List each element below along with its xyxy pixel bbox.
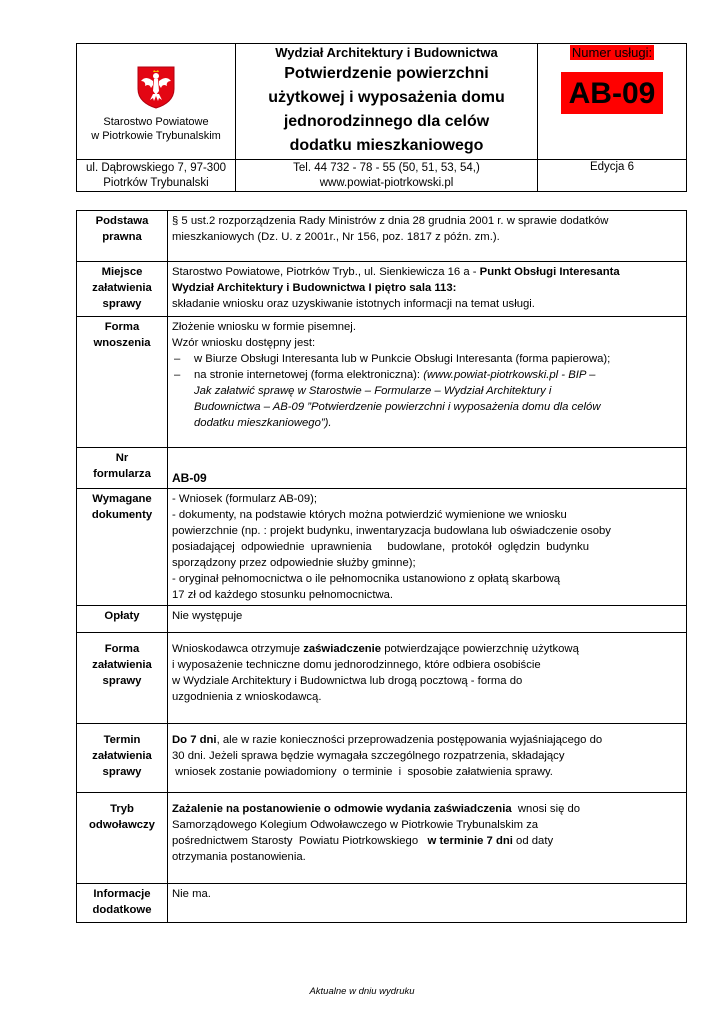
edition-cell <box>538 160 687 192</box>
text-line: wniosek zostanie powiadomiony o terminie i sposobie załatwienia sprawy. <box>172 766 553 778</box>
label-line: Podstawa <box>95 215 149 227</box>
value-additional-info: Nie ma. <box>168 884 687 923</box>
text-line: powierzchnie (np. : projekt budynku, inwentaryzacja budowlana lub oświadczenie osoby <box>172 525 611 537</box>
value-required-documents <box>168 489 687 606</box>
label-fees: Opłaty <box>77 606 168 633</box>
address-line1: ul. Dąbrowskiego 7, 97-300 <box>86 161 226 174</box>
row-required-documents <box>77 489 687 606</box>
bip-link-text[interactable]: (www.powiat-piotrkowski.pl - BIP – <box>423 369 596 381</box>
text-line <box>172 264 682 280</box>
text-line-bold: Wydział Architektury i Budownictwa I piętro sala 113: <box>172 282 457 294</box>
text-line <box>172 801 682 817</box>
text-fragment: Starostwo Powiatowe, Piotrków Tryb., ul. Sienkiewicza 16 a - <box>172 266 480 278</box>
value-appeal <box>168 793 687 884</box>
label-line: dodatkowe <box>92 904 152 916</box>
coat-of-arms-icon <box>136 65 176 109</box>
service-title-line4: dodatku mieszkaniowego <box>289 137 484 154</box>
office-cell <box>77 44 236 160</box>
address-cell <box>77 160 236 192</box>
list-item-text: na stronie internetowej (forma elektroniczna): <box>194 369 424 381</box>
text-fragment-bold: Zażalenie na postanowienie o odmowie wydania zaświadczenia <box>172 803 512 815</box>
text-line: - oryginał pełnomocnictwa o ile pełnomocnika ustanowiono z opłatą skarbową <box>172 573 561 585</box>
value-deadline <box>168 724 687 793</box>
label-line: Tryb <box>110 803 134 815</box>
text-line <box>172 732 682 748</box>
list-item-text: dodatku mieszkaniowego”). <box>194 417 332 429</box>
text-line: i wyposażenie techniczne domu jednorodzinnego, które odbiera osobiście <box>172 659 541 671</box>
label-line: sprawy <box>102 675 142 687</box>
label-line: Forma <box>104 321 140 333</box>
dash-bullet-icon: – <box>174 353 181 365</box>
label-additional-info <box>77 884 168 923</box>
label-line: sprawy <box>102 298 142 310</box>
service-details-table <box>76 210 687 923</box>
text-fragment: Wnioskodawca otrzymuje <box>172 643 304 655</box>
value-fees: Nie występuje <box>168 606 687 633</box>
text-line: Złożenie wniosku w formie pisemnej. <box>172 321 356 333</box>
service-code-cell <box>538 44 687 160</box>
list-item-text: w Biurze Obsługi Interesanta lub w Punkcie Obsługi Interesanta (forma papierowa); <box>194 353 611 365</box>
value-resolution-form <box>168 633 687 724</box>
title-cell <box>236 44 538 160</box>
label-line: sprawy <box>102 766 142 778</box>
header-table <box>76 43 687 192</box>
label-line: załatwienia <box>92 282 152 294</box>
office-name-line2: w Piotrkowie Trybunalskim <box>91 129 221 142</box>
service-title-line3: jednorodzinnego dla celów <box>283 113 490 130</box>
label-submission-form <box>77 317 168 448</box>
row-fees <box>77 606 687 633</box>
text-line: § 5 ust.2 rozporządzenia Rady Ministrów z dnia 28 grudnia 2001 r. w sprawie dodatków <box>172 215 609 227</box>
row-submission-form <box>77 317 687 448</box>
service-code-badge: AB-09 <box>561 72 664 114</box>
row-additional-info <box>77 884 687 923</box>
text-fragment: wnosi się do <box>511 803 581 815</box>
label-line: wnoszenia <box>93 337 151 349</box>
text-line: 17 zł od każdego stosunku pełnomocnictwa. <box>172 589 394 601</box>
row-form-number <box>77 448 687 489</box>
text-line: sporządzony przez odpowiednie służby gminne); <box>172 557 416 569</box>
text-fragment-bold: zaświadczenie <box>303 643 382 655</box>
label-line: Wymagane <box>92 493 152 505</box>
text-line: Samorządowego Kolegium Odwoławczego w Piotrkowie Trybunalskim za <box>172 819 539 831</box>
label-line: załatwienia <box>92 659 152 671</box>
text-line: 30 dni. Jeżeli sprawa będzie wymagała szczególnego rozpatrzenia, składający <box>172 750 565 762</box>
label-deadline <box>77 724 168 793</box>
value-place <box>168 262 687 317</box>
label-appeal <box>77 793 168 884</box>
service-title <box>236 62 537 158</box>
address-line2: Piotrków Trybunalski <box>103 176 209 189</box>
label-line: Termin <box>103 734 141 746</box>
service-title-line1: Potwierdzenie powierzchni <box>284 65 489 82</box>
label-line: formularza <box>93 468 151 480</box>
edition-label: Edycja 6 <box>589 161 635 173</box>
text-line: posiadającej odpowiednie uprawnienia budowlane, protokół oględzin budynku <box>172 541 590 553</box>
label-required-documents <box>77 489 168 606</box>
text-line: - dokumenty, na podstawie których można potwierdzić wymienione we wniosku <box>172 509 567 521</box>
value-submission-form <box>168 317 687 448</box>
text-fragment: od daty <box>512 835 554 847</box>
office-name-line1: Starostwo Powiatowe <box>103 115 209 128</box>
row-place <box>77 262 687 317</box>
website-link[interactable]: www.powiat-piotrkowski.pl <box>319 176 454 189</box>
text-line <box>172 641 682 657</box>
text-line <box>172 833 682 849</box>
text-fragment: pośrednictwem Starosty Powiatu Piotrkowskiego <box>172 835 428 847</box>
row-legal-basis <box>77 211 687 262</box>
list-item-text: Jak załatwić sprawę w Starostwie – Formularze – Wydział Architektury i <box>194 385 552 397</box>
label-line: Forma <box>104 643 140 655</box>
list-item-text: Budownictwa – AB-09 ”Potwierdzenie powierzchni i wyposażenia domu dla celów <box>194 401 601 413</box>
label-line: załatwienia <box>92 750 152 762</box>
text-fragment-bold: w terminie 7 dni <box>427 835 513 847</box>
value-form-number: AB-09 <box>168 448 687 489</box>
text-fragment: potwierdzające powierzchnię użytkową <box>381 643 579 655</box>
label-line: prawna <box>102 231 142 243</box>
text-line: składanie wniosku oraz uzyskiwanie istotnych informacji na temat usługi. <box>172 298 535 310</box>
contact-cell <box>236 160 538 192</box>
label-line: Informacje <box>93 888 151 900</box>
list-item <box>172 367 682 383</box>
label-line: Nr <box>115 452 129 464</box>
service-number-label: Numer usługi: <box>571 45 653 60</box>
phone-number: Tel. 44 732 - 78 - 55 (50, 51, 53, 54,) <box>293 161 480 174</box>
text-line: - Wniosek (formularz AB-09); <box>172 493 318 505</box>
label-line: Miejsce <box>101 266 143 278</box>
label-place <box>77 262 168 317</box>
list-item <box>172 351 682 367</box>
text-line: uzgodnienia z wnioskodawcą. <box>172 691 322 703</box>
text-line: mieszkaniowych (Dz. U. z 2001r., Nr 156, poz. 1817 z późn. zm.). <box>172 231 500 243</box>
service-title-line2: użytkowej i wyposażenia domu <box>268 89 505 106</box>
text-fragment-bold: Punkt Obsługi Interesanta <box>479 266 620 278</box>
text-fragment-bold: Do 7 dni <box>172 734 217 746</box>
label-line: odwoławczy <box>89 819 155 831</box>
label-legal-basis <box>77 211 168 262</box>
row-appeal <box>77 793 687 884</box>
label-form-number <box>77 448 168 489</box>
text-line: Wzór wniosku dostępny jest: <box>172 337 316 349</box>
dash-bullet-icon: – <box>174 369 181 381</box>
text-line: otrzymania postanowienia. <box>172 851 306 863</box>
footer-note: Aktualne w dniu wydruku <box>309 986 415 997</box>
row-resolution-form <box>77 633 687 724</box>
row-deadline <box>77 724 687 793</box>
value-legal-basis <box>168 211 687 262</box>
text-line: w Wydziale Architektury i Budownictwa lub drogą pocztową - forma do <box>172 675 523 687</box>
label-resolution-form <box>77 633 168 724</box>
department-name: Wydział Architektury i Budownictwa <box>275 45 498 60</box>
label-line: dokumenty <box>91 509 153 521</box>
text-fragment: , ale w razie konieczności przeprowadzenia postępowania wyjaśniającego do <box>216 734 603 746</box>
